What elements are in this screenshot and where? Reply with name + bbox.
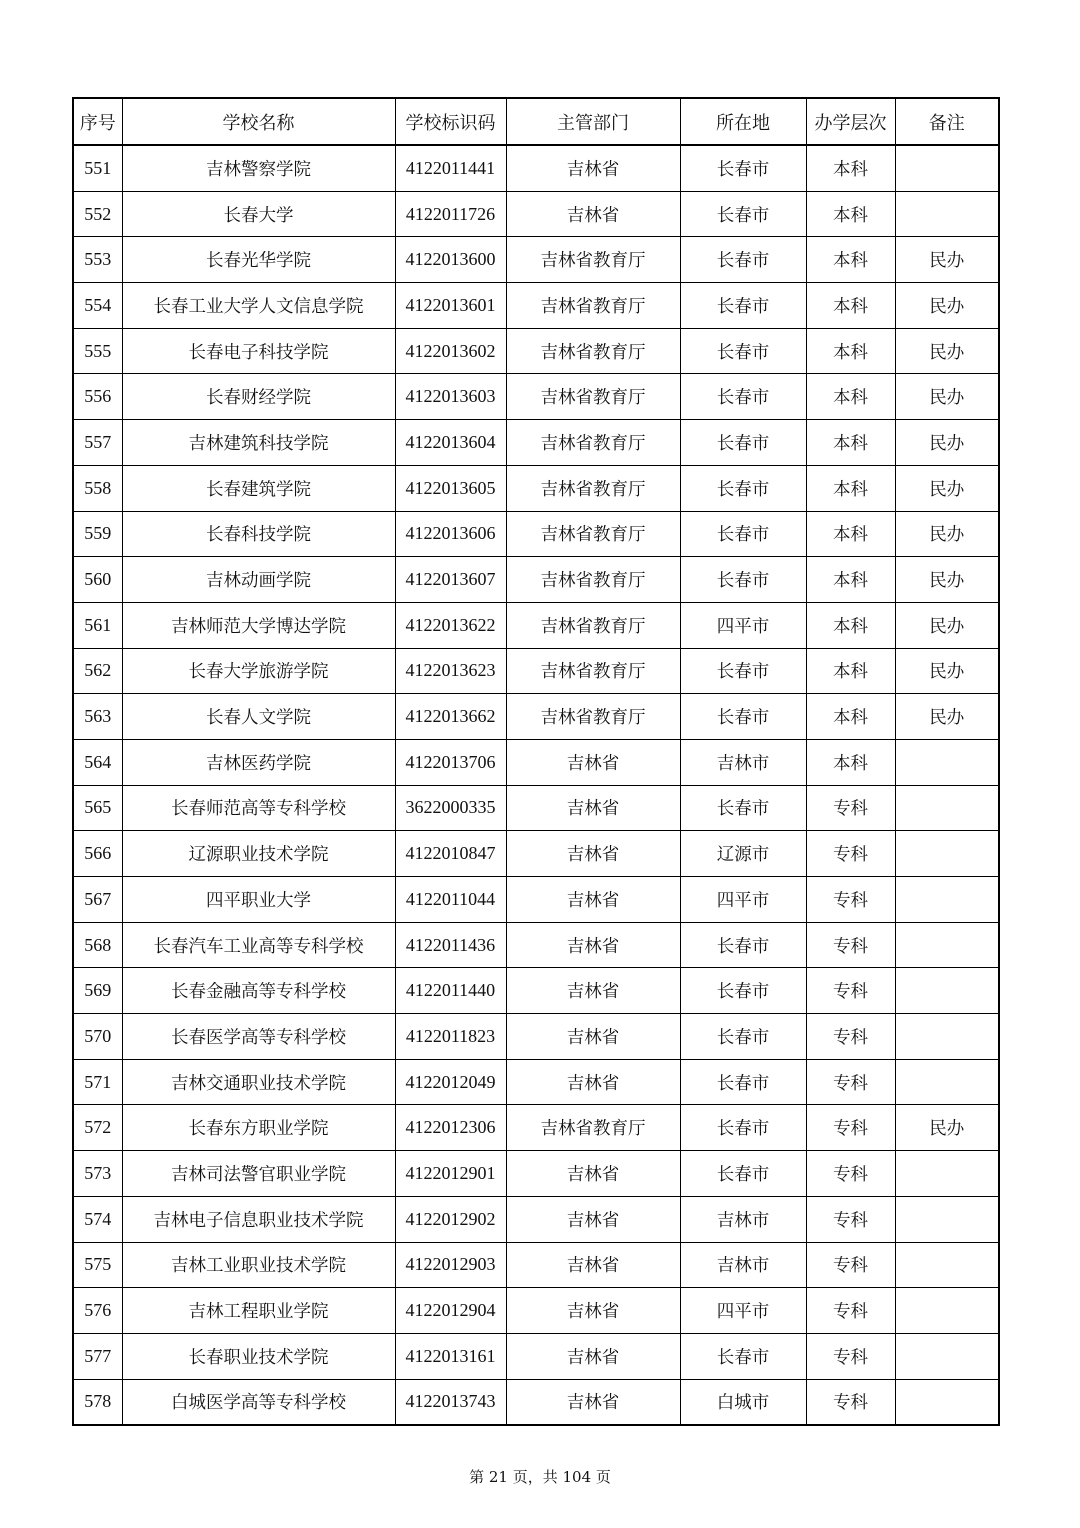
table-row (73, 785, 999, 831)
cell-level: 本科 (806, 694, 895, 740)
cell-authority: 吉林省 (506, 739, 680, 785)
cell-school-name: 长春工业大学人文信息学院 (122, 283, 395, 329)
cell-serial: 558 (73, 465, 122, 511)
cell-remark: 民办 (895, 328, 999, 374)
cell-school-code: 4122013603 (395, 374, 506, 420)
cell-school-name: 白城医学高等专科学校 (122, 1379, 395, 1425)
cell-serial: 553 (73, 237, 122, 283)
header-authority: 主管部门 (506, 98, 680, 145)
cell-serial: 570 (73, 1014, 122, 1060)
cell-authority: 吉林省 (506, 831, 680, 877)
cell-school-code: 4122011436 (395, 922, 506, 968)
cell-authority: 吉林省 (506, 1151, 680, 1197)
cell-location: 吉林市 (680, 1196, 806, 1242)
cell-school-name: 长春东方职业学院 (122, 1105, 395, 1151)
cell-location: 长春市 (680, 145, 806, 191)
cell-level: 本科 (806, 283, 895, 329)
cell-serial: 562 (73, 648, 122, 694)
cell-authority: 吉林省 (506, 1196, 680, 1242)
cell-school-name: 长春汽车工业高等专科学校 (122, 922, 395, 968)
cell-location: 长春市 (680, 191, 806, 237)
table-row (73, 465, 999, 511)
cell-authority: 吉林省教育厅 (506, 1105, 680, 1151)
cell-authority: 吉林省教育厅 (506, 602, 680, 648)
cell-school-code: 4122012049 (395, 1059, 506, 1105)
cell-school-name: 吉林师范大学博达学院 (122, 602, 395, 648)
table-row (73, 511, 999, 557)
cell-location: 长春市 (680, 237, 806, 283)
cell-remark (895, 1333, 999, 1379)
cell-location: 长春市 (680, 328, 806, 374)
table-row (73, 602, 999, 648)
cell-location: 长春市 (680, 1333, 806, 1379)
cell-school-name: 长春科技学院 (122, 511, 395, 557)
header-remark: 备注 (895, 98, 999, 145)
cell-authority: 吉林省教育厅 (506, 557, 680, 603)
cell-school-code: 4122011440 (395, 968, 506, 1014)
cell-school-name: 吉林司法警官职业学院 (122, 1151, 395, 1197)
cell-location: 辽源市 (680, 831, 806, 877)
cell-school-code: 4122012902 (395, 1196, 506, 1242)
header-school-name: 学校名称 (122, 98, 395, 145)
cell-school-name: 长春电子科技学院 (122, 328, 395, 374)
cell-school-name: 吉林动画学院 (122, 557, 395, 603)
cell-level: 本科 (806, 739, 895, 785)
table-row (73, 328, 999, 374)
cell-level: 专科 (806, 1288, 895, 1334)
cell-level: 专科 (806, 1105, 895, 1151)
cell-authority: 吉林省 (506, 1379, 680, 1425)
table-row (73, 1059, 999, 1105)
cell-level: 专科 (806, 877, 895, 923)
cell-school-name: 辽源职业技术学院 (122, 831, 395, 877)
cell-location: 长春市 (680, 511, 806, 557)
cell-school-code: 4122013607 (395, 557, 506, 603)
cell-serial: 554 (73, 283, 122, 329)
cell-school-code: 4122011726 (395, 191, 506, 237)
cell-remark (895, 1196, 999, 1242)
cell-remark: 民办 (895, 511, 999, 557)
cell-authority: 吉林省 (506, 1059, 680, 1105)
cell-location: 长春市 (680, 694, 806, 740)
cell-location: 长春市 (680, 374, 806, 420)
table-row (73, 1105, 999, 1151)
cell-level: 专科 (806, 922, 895, 968)
cell-remark (895, 145, 999, 191)
cell-authority: 吉林省 (506, 1242, 680, 1288)
table-row (73, 1288, 999, 1334)
cell-remark (895, 968, 999, 1014)
cell-level: 本科 (806, 557, 895, 603)
cell-remark (895, 785, 999, 831)
table-row (73, 283, 999, 329)
cell-school-code: 4122011044 (395, 877, 506, 923)
cell-remark: 民办 (895, 420, 999, 466)
cell-school-code: 4122013623 (395, 648, 506, 694)
cell-location: 长春市 (680, 1014, 806, 1060)
table-row (73, 1196, 999, 1242)
cell-serial: 566 (73, 831, 122, 877)
cell-authority: 吉林省教育厅 (506, 465, 680, 511)
cell-level: 本科 (806, 191, 895, 237)
cell-remark: 民办 (895, 237, 999, 283)
cell-remark: 民办 (895, 557, 999, 603)
cell-remark (895, 1059, 999, 1105)
header-school-code: 学校标识码 (395, 98, 506, 145)
cell-authority: 吉林省 (506, 191, 680, 237)
cell-level: 专科 (806, 1242, 895, 1288)
cell-school-name: 吉林交通职业技术学院 (122, 1059, 395, 1105)
cell-serial: 571 (73, 1059, 122, 1105)
table-row (73, 968, 999, 1014)
cell-school-name: 吉林建筑科技学院 (122, 420, 395, 466)
table-row (73, 237, 999, 283)
cell-school-code: 4122012306 (395, 1105, 506, 1151)
cell-authority: 吉林省 (506, 968, 680, 1014)
cell-remark (895, 831, 999, 877)
cell-location: 长春市 (680, 1059, 806, 1105)
cell-level: 本科 (806, 328, 895, 374)
cell-school-code: 4122013602 (395, 328, 506, 374)
cell-level: 本科 (806, 374, 895, 420)
cell-school-name: 吉林工业职业技术学院 (122, 1242, 395, 1288)
table-row (73, 191, 999, 237)
cell-remark: 民办 (895, 602, 999, 648)
cell-level: 专科 (806, 1014, 895, 1060)
cell-level: 专科 (806, 831, 895, 877)
cell-school-code: 4122013606 (395, 511, 506, 557)
cell-level: 本科 (806, 420, 895, 466)
cell-serial: 574 (73, 1196, 122, 1242)
cell-school-code: 4122012904 (395, 1288, 506, 1334)
table-row (73, 1014, 999, 1060)
cell-location: 吉林市 (680, 1242, 806, 1288)
cell-school-name: 长春大学 (122, 191, 395, 237)
table-row (73, 1379, 999, 1425)
cell-level: 专科 (806, 968, 895, 1014)
cell-remark (895, 191, 999, 237)
table-row (73, 648, 999, 694)
cell-level: 专科 (806, 1059, 895, 1105)
cell-location: 吉林市 (680, 739, 806, 785)
cell-remark (895, 877, 999, 923)
cell-school-code: 4122013622 (395, 602, 506, 648)
cell-serial: 567 (73, 877, 122, 923)
cell-serial: 565 (73, 785, 122, 831)
cell-location: 长春市 (680, 785, 806, 831)
table-row (73, 877, 999, 923)
cell-remark (895, 922, 999, 968)
cell-level: 专科 (806, 785, 895, 831)
cell-school-code: 4122013706 (395, 739, 506, 785)
cell-school-name: 长春职业技术学院 (122, 1333, 395, 1379)
table-row (73, 557, 999, 603)
cell-location: 长春市 (680, 465, 806, 511)
cell-authority: 吉林省 (506, 145, 680, 191)
cell-level: 本科 (806, 648, 895, 694)
cell-authority: 吉林省 (506, 877, 680, 923)
cell-serial: 569 (73, 968, 122, 1014)
table-row (73, 831, 999, 877)
cell-location: 白城市 (680, 1379, 806, 1425)
table-row (73, 374, 999, 420)
cell-authority: 吉林省 (506, 1333, 680, 1379)
cell-level: 专科 (806, 1151, 895, 1197)
cell-remark (895, 1288, 999, 1334)
cell-school-code: 4122012901 (395, 1151, 506, 1197)
cell-serial: 564 (73, 739, 122, 785)
cell-school-code: 4122013161 (395, 1333, 506, 1379)
cell-school-code: 3622000335 (395, 785, 506, 831)
table-row (73, 420, 999, 466)
cell-school-code: 4122013743 (395, 1379, 506, 1425)
cell-location: 长春市 (680, 1151, 806, 1197)
cell-remark (895, 739, 999, 785)
cell-serial: 575 (73, 1242, 122, 1288)
table-row (73, 739, 999, 785)
cell-school-name: 长春大学旅游学院 (122, 648, 395, 694)
cell-location: 长春市 (680, 1105, 806, 1151)
cell-authority: 吉林省教育厅 (506, 648, 680, 694)
cell-school-name: 吉林警察学院 (122, 145, 395, 191)
cell-remark: 民办 (895, 1105, 999, 1151)
cell-authority: 吉林省教育厅 (506, 237, 680, 283)
cell-school-name: 四平职业大学 (122, 877, 395, 923)
cell-school-code: 4122013605 (395, 465, 506, 511)
cell-school-code: 4122013604 (395, 420, 506, 466)
cell-serial: 557 (73, 420, 122, 466)
cell-level: 本科 (806, 511, 895, 557)
cell-authority: 吉林省教育厅 (506, 374, 680, 420)
cell-serial: 556 (73, 374, 122, 420)
cell-school-name: 吉林工程职业学院 (122, 1288, 395, 1334)
cell-remark (895, 1151, 999, 1197)
cell-serial: 576 (73, 1288, 122, 1334)
cell-location: 长春市 (680, 420, 806, 466)
cell-authority: 吉林省 (506, 1288, 680, 1334)
table-body (73, 145, 999, 1425)
table-row (73, 1333, 999, 1379)
cell-school-name: 吉林电子信息职业技术学院 (122, 1196, 395, 1242)
cell-level: 专科 (806, 1196, 895, 1242)
cell-authority: 吉林省 (506, 922, 680, 968)
table-row (73, 922, 999, 968)
cell-serial: 552 (73, 191, 122, 237)
header-serial: 序号 (73, 98, 122, 145)
cell-school-code: 4122012903 (395, 1242, 506, 1288)
cell-authority: 吉林省 (506, 1014, 680, 1060)
cell-remark (895, 1014, 999, 1060)
table-row (73, 694, 999, 740)
cell-remark: 民办 (895, 648, 999, 694)
page-footer: 第 21 页，共 104 页 (469, 1468, 611, 1486)
cell-location: 四平市 (680, 602, 806, 648)
cell-serial: 555 (73, 328, 122, 374)
cell-school-name: 长春金融高等专科学校 (122, 968, 395, 1014)
cell-serial: 568 (73, 922, 122, 968)
cell-level: 本科 (806, 602, 895, 648)
table-header-row (73, 98, 999, 145)
cell-authority: 吉林省教育厅 (506, 511, 680, 557)
cell-school-code: 4122013601 (395, 283, 506, 329)
cell-school-code: 4122011823 (395, 1014, 506, 1060)
cell-location: 四平市 (680, 1288, 806, 1334)
school-list-table (72, 97, 1000, 1426)
table-row (73, 1242, 999, 1288)
cell-serial: 551 (73, 145, 122, 191)
cell-remark: 民办 (895, 283, 999, 329)
cell-location: 长春市 (680, 648, 806, 694)
cell-serial: 563 (73, 694, 122, 740)
header-location: 所在地 (680, 98, 806, 145)
cell-location: 长春市 (680, 968, 806, 1014)
cell-authority: 吉林省教育厅 (506, 328, 680, 374)
cell-authority: 吉林省教育厅 (506, 694, 680, 740)
cell-location: 长春市 (680, 283, 806, 329)
cell-authority: 吉林省教育厅 (506, 420, 680, 466)
cell-remark: 民办 (895, 465, 999, 511)
cell-serial: 573 (73, 1151, 122, 1197)
cell-school-name: 长春建筑学院 (122, 465, 395, 511)
cell-school-code: 4122011441 (395, 145, 506, 191)
cell-serial: 560 (73, 557, 122, 603)
cell-school-code: 4122013662 (395, 694, 506, 740)
header-level: 办学层次 (806, 98, 895, 145)
cell-school-name: 长春师范高等专科学校 (122, 785, 395, 831)
table-row (73, 1151, 999, 1197)
cell-serial: 578 (73, 1379, 122, 1425)
cell-serial: 572 (73, 1105, 122, 1151)
cell-remark (895, 1379, 999, 1425)
cell-school-name: 长春人文学院 (122, 694, 395, 740)
cell-location: 长春市 (680, 557, 806, 603)
table-row (73, 145, 999, 191)
cell-remark: 民办 (895, 694, 999, 740)
cell-school-name: 长春医学高等专科学校 (122, 1014, 395, 1060)
cell-school-code: 4122013600 (395, 237, 506, 283)
cell-remark: 民办 (895, 374, 999, 420)
cell-serial: 577 (73, 1333, 122, 1379)
cell-level: 专科 (806, 1379, 895, 1425)
cell-level: 本科 (806, 145, 895, 191)
cell-location: 四平市 (680, 877, 806, 923)
cell-location: 长春市 (680, 922, 806, 968)
cell-level: 本科 (806, 237, 895, 283)
cell-school-name: 吉林医药学院 (122, 739, 395, 785)
cell-school-name: 长春财经学院 (122, 374, 395, 420)
cell-authority: 吉林省教育厅 (506, 283, 680, 329)
cell-level: 本科 (806, 465, 895, 511)
cell-level: 专科 (806, 1333, 895, 1379)
cell-school-name: 长春光华学院 (122, 237, 395, 283)
cell-school-code: 4122010847 (395, 831, 506, 877)
cell-authority: 吉林省 (506, 785, 680, 831)
cell-serial: 561 (73, 602, 122, 648)
cell-serial: 559 (73, 511, 122, 557)
cell-remark (895, 1242, 999, 1288)
